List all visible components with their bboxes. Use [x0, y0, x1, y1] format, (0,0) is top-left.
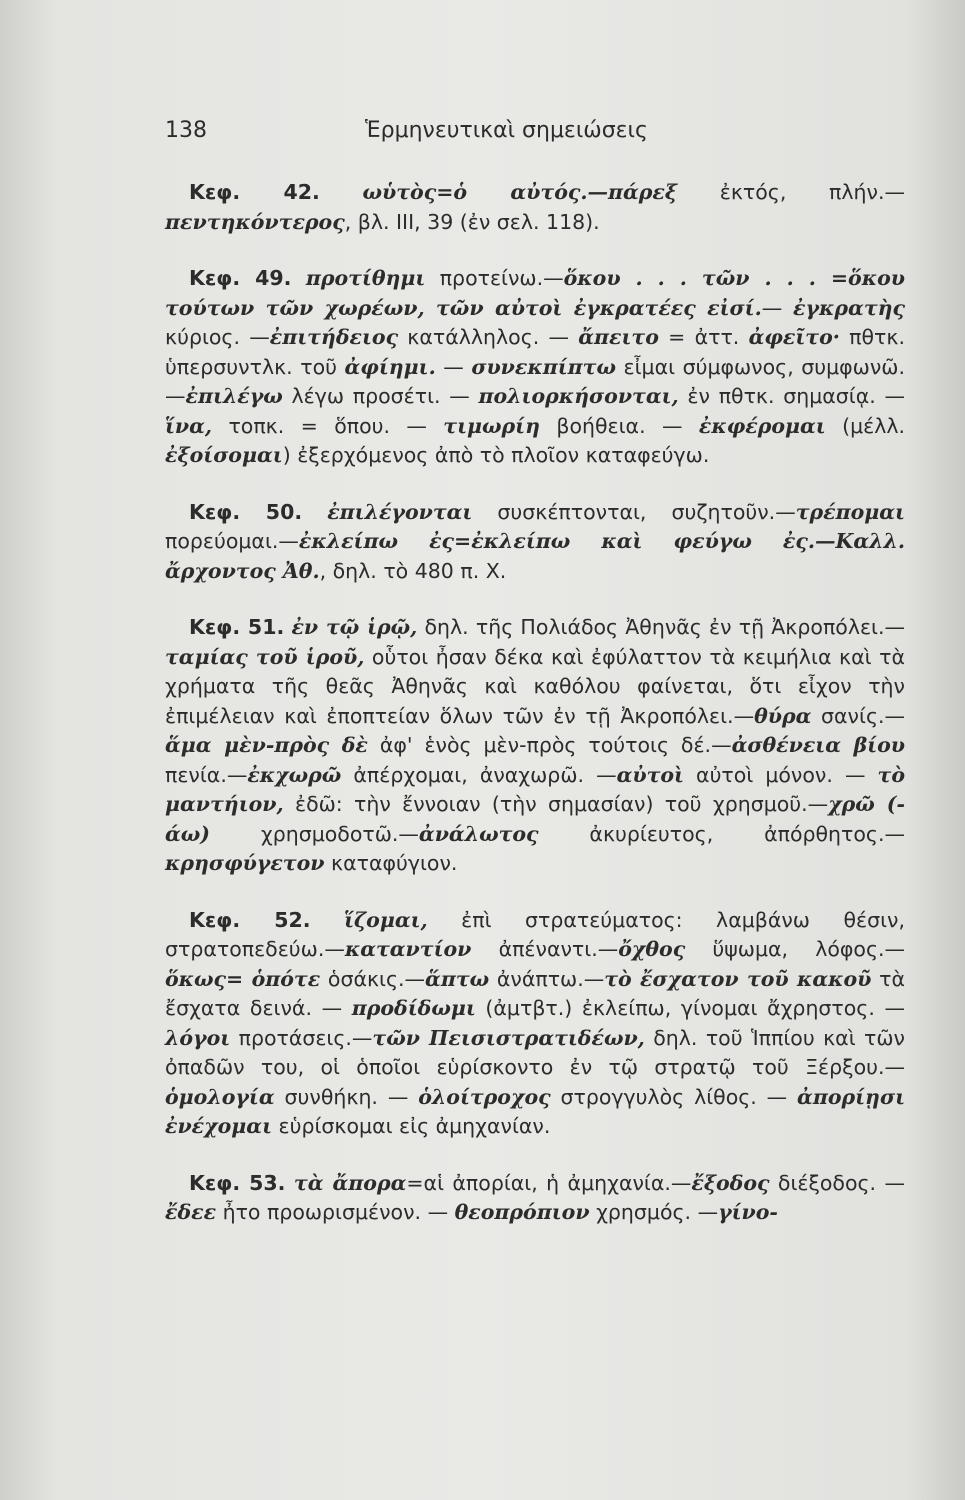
note-paragraph-51 — [165, 613, 905, 879]
note-text: ἵζομαι, ἐπὶ στρατεύματος: λαμβάνω θέσιν, στρατοπεδεύω.—καταντίον ἀπέναντι.—ὄχθος ὕψωμα, λόφος.—ὅκως= ὁπότε ὁσάκις.—ἅπτω ἀνάπτω.—τὸ ἔσχατον τοῦ κακοῦ τὰ ἔσχατα δεινά. — προδίδωμι (ἀμτβτ.) ἐκλείπω, γίνομαι ἄχρηστος. — λόγοι προτάσεις.—τῶν Πεισιστρατιδέων, δηλ. τοῦ Ἱππίου καὶ τῶν ὀπαδῶν του, οἱ ὁποῖοι εὑρίσκοντο ἐν τῷ στρατῷ τοῦ Ξέρξου.— ὁμολογία συνθήκη. — ὁλοίτροχος στρογγυλὸς λίθος. — ἀπορίῃσι ἐνέχομαι εὑρίσκομαι εἰς ἀμηχανίαν. — [165, 907, 905, 1138]
chapter-label: Κεφ. 51. — [189, 615, 285, 639]
commentary-body — [165, 178, 905, 1255]
note-paragraph-49 — [165, 264, 905, 471]
page-number: 138 — [165, 118, 207, 143]
note-text: προτίθημι προτείνω.—ὅκου . . . τῶν . . . =ὅκου τούτων τῶν χωρέων, τῶν αὐτοὶ ἐγκρατέες εἰσί.— ἐγκρατὴς κύριος. —ἐπιτήδειος κατάλληλος. — ἄπειτο = ἀττ. ἀφεῖτο· πθτκ. ὑπερσυντλκ. τοῦ ἀφίημι. — συνεκπίπτω εἶμαι σύμφωνος, συμφωνῶ. —ἐπιλέγω λέγω προσέτι. — πολιορκήσονται, ἐν πθτκ. σημασίᾳ. — ἵνα, τοπκ. = ὅπου. — τιμωρίη βοήθεια. — ἐκφέρομαι (μέλλ. ἐξοίσομαι) ἐξερχόμενος ἀπὸ τὸ πλοῖον καταφεύγω. — [165, 266, 906, 467]
note-paragraph-42 — [165, 178, 905, 237]
note-text: τὰ ἄπορα=αἱ ἀπορίαι, ἡ ἀμηχανία.—ἔξοδος διέξοδος. — ἔδεε ἦτο προωρισμένον. — θεοπρόπιον χρησμός. —γίνο- — [165, 1170, 905, 1224]
note-paragraph-52 — [165, 906, 905, 1142]
chapter-label: Κεφ. 53. — [189, 1170, 286, 1195]
running-header — [165, 118, 885, 154]
chapter-label: Κεφ. 42. — [189, 180, 320, 204]
chapter-label: Κεφ. 52. — [189, 907, 311, 932]
note-paragraph-50 — [165, 498, 905, 587]
chapter-label: Κεφ. 49. — [189, 266, 292, 290]
note-text: ωὑτὸς=ὁ αὐτός.—πάρεξ ἐκτός, πλήν.—πεντηκόντερος, βλ. III, 39 (ἐν σελ. 118). — [165, 180, 905, 234]
note-text: ἐν τῷ ἱρῷ, δηλ. τῆς Πολιάδος Ἀθηνᾶς ἐν τῇ Ἀκροπόλει.—ταμίας τοῦ ἱροῦ, οὗτοι ἦσαν δέκα καὶ ἐφύλαττον τὰ κειμήλια καὶ τὰ χρήματα τῆς θεᾶς Ἀθηνᾶς καὶ καθόλου φαίνεται, ὅτι εἶχον τὴν ἐπιμέλειαν καὶ ἐποπτείαν ὅλων τῶν ἐν τῇ Ἀκροπόλει.—θύρα σανίς.—ἅμα μὲν-πρὸς δὲ ἀφ' ἑνὸς μὲν-πρὸς τούτοις δέ.—ἀσθένεια βίου πενία.—ἐκχωρῶ ἀπέρχομαι, ἀναχωρῶ. —αὐτοὶ αὐτοὶ μόνον. — τὸ μαντήιον, ἐδῶ: τὴν ἔννοιαν (τὴν σημασίαν) τοῦ χρησμοῦ.—χρῶ (-άω) χρησμοδοτῶ.—ἀνάλωτος ἀκυρίευτος, ἀπόρθητος.—κρησφύγετον καταφύγιον. — [165, 615, 906, 875]
note-paragraph-53 — [165, 1169, 905, 1228]
chapter-label: Κεφ. 50. — [189, 499, 303, 524]
running-title: Ἑρμηνευτικαὶ σημειώσεις — [365, 118, 648, 143]
note-text: ἐπιλέγονται συσκέπτονται, συζητοῦν.—τρέπομαι πορεύομαι.—ἐκλείπω ἐς=ἐκλείπω καὶ φεύγω ἐς.—Καλλ. ἄρχοντος Ἀθ., δηλ. τὸ 480 π. Χ. — [165, 499, 905, 583]
